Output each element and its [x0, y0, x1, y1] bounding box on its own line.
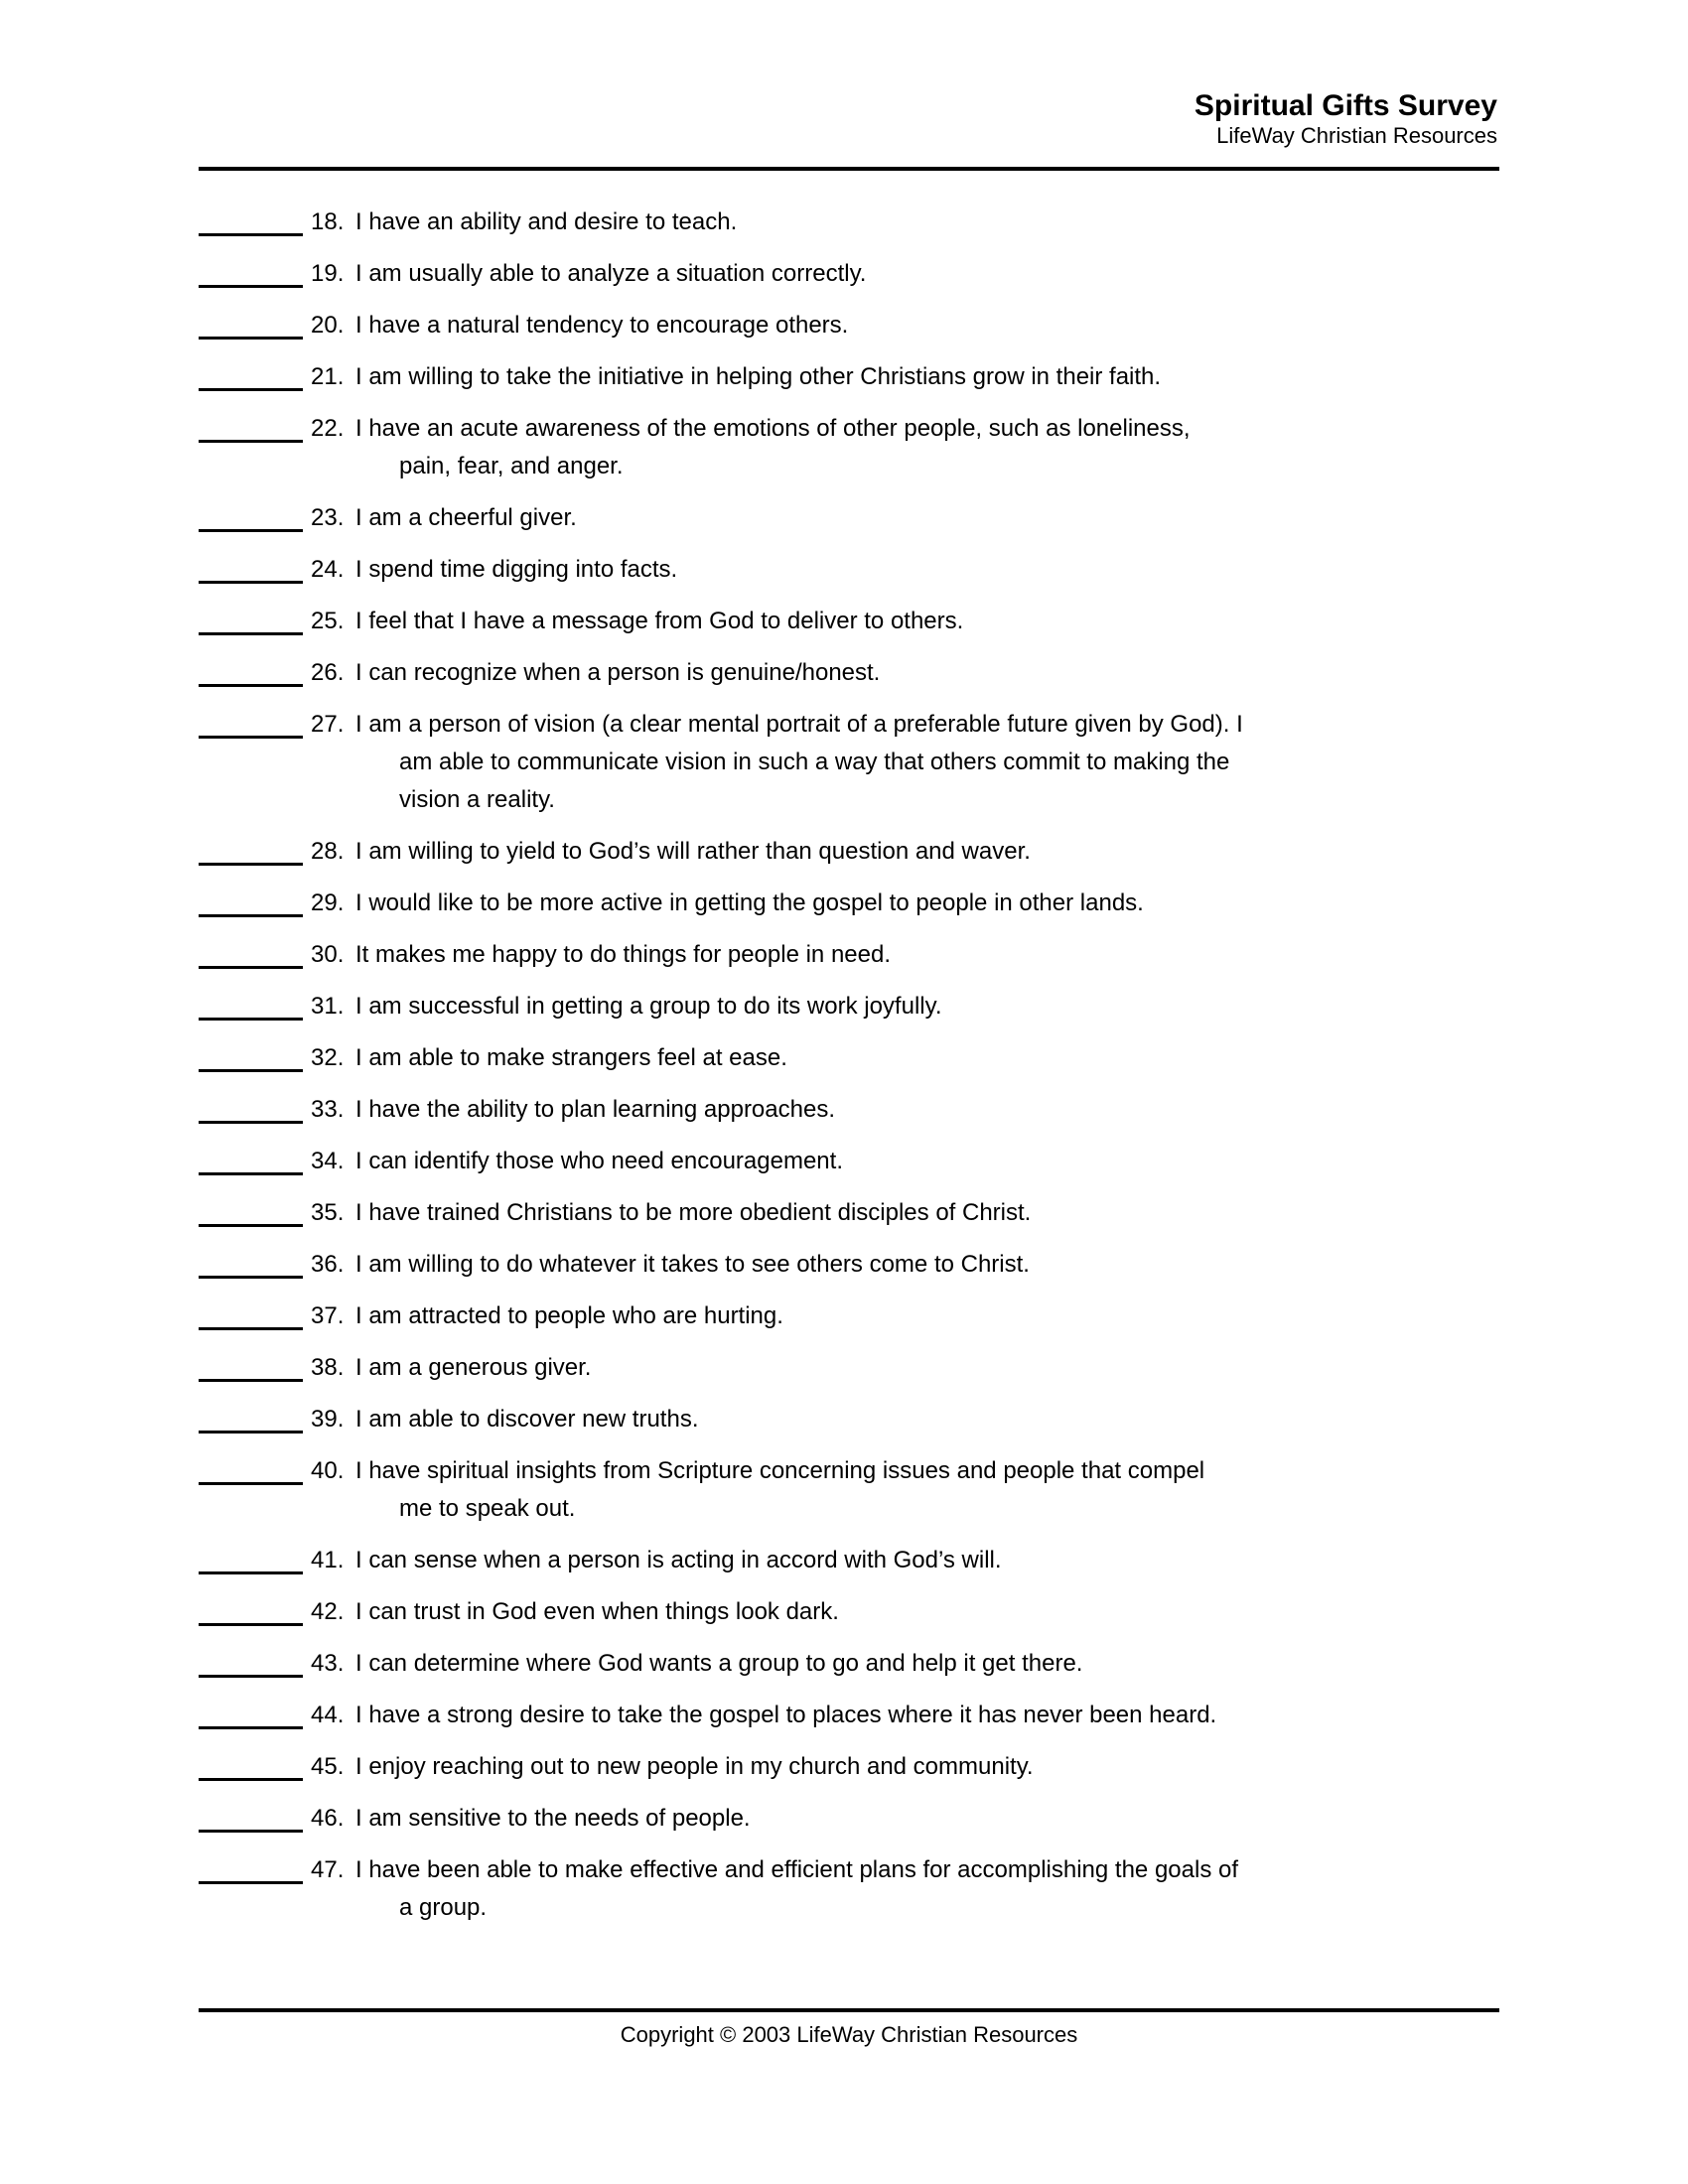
- answer-blank[interactable]: [199, 1593, 303, 1626]
- survey-item: [199, 1349, 1599, 1387]
- answer-blank[interactable]: [199, 1645, 303, 1678]
- item-body: [311, 1593, 839, 1631]
- item-number: 35.: [311, 1199, 345, 1226]
- item-body: [311, 654, 880, 692]
- item-text: I am sensitive to the needs of people.: [355, 1805, 751, 1832]
- item-line: [311, 1645, 1082, 1683]
- item-text: I am usually able to analyze a situation correctly.: [355, 260, 867, 287]
- answer-blank[interactable]: [199, 204, 303, 236]
- item-body: [311, 1194, 1031, 1232]
- item-line: [311, 654, 880, 692]
- item-line: [311, 1143, 843, 1180]
- survey-item: [199, 1297, 1599, 1335]
- item-number: 45.: [311, 1753, 345, 1780]
- answer-blank[interactable]: [199, 1851, 303, 1884]
- answer-blank[interactable]: [199, 255, 303, 288]
- item-text: I feel that I have a message from God to deliver to others.: [355, 608, 964, 634]
- item-line: [311, 936, 891, 974]
- item-body: [311, 1800, 751, 1838]
- answer-blank[interactable]: [199, 1297, 303, 1330]
- item-number: 41.: [311, 1547, 345, 1573]
- survey-item: [199, 1697, 1599, 1734]
- item-line: [311, 307, 848, 344]
- answer-blank[interactable]: [199, 1542, 303, 1574]
- item-text: I am able to make strangers feel at ease.: [355, 1044, 787, 1071]
- item-number: 29.: [311, 889, 345, 916]
- item-line: [311, 1851, 1238, 1889]
- item-number: 24.: [311, 556, 345, 583]
- answer-blank[interactable]: [199, 1748, 303, 1781]
- item-number: 33.: [311, 1096, 345, 1123]
- item-body: [311, 1349, 591, 1387]
- document-subtitle: LifeWay Christian Resources: [1216, 123, 1497, 148]
- item-line: [311, 1401, 699, 1438]
- item-number: 22.: [311, 415, 345, 442]
- item-body: [311, 358, 1161, 396]
- item-body: [311, 988, 942, 1025]
- survey-item: [199, 833, 1599, 871]
- item-text: It makes me happy to do things for people in need.: [355, 941, 892, 968]
- survey-item: [199, 1452, 1599, 1528]
- item-line: [311, 358, 1161, 396]
- survey-item: [199, 1748, 1599, 1786]
- item-number: 32.: [311, 1044, 345, 1071]
- item-line: [311, 1593, 839, 1631]
- answer-blank[interactable]: [199, 833, 303, 866]
- item-line: [311, 706, 1243, 744]
- survey-item: [199, 1401, 1599, 1438]
- item-number: 27.: [311, 711, 345, 738]
- item-text-continuation: a group.: [399, 1894, 488, 1921]
- item-text: I have been able to make effective and efficient plans for accomplishing the goals of: [355, 1856, 1239, 1883]
- item-body: [311, 1143, 843, 1180]
- survey-item: [199, 1593, 1599, 1631]
- item-text-continuation: vision a reality.: [399, 786, 555, 813]
- item-body: [311, 499, 577, 537]
- footer-rule: [199, 2008, 1499, 2012]
- survey-item: [199, 358, 1599, 396]
- item-number: 30.: [311, 941, 345, 968]
- item-text-continuation: pain, fear, and anger.: [399, 453, 624, 479]
- item-body: [311, 706, 1243, 819]
- item-number: 44.: [311, 1702, 345, 1728]
- survey-item: [199, 1246, 1599, 1284]
- item-line: [311, 1039, 787, 1077]
- item-number: 20.: [311, 312, 345, 339]
- item-body: [311, 1091, 835, 1129]
- item-text: I have a strong desire to take the gospel to places where it has never been heard.: [355, 1702, 1217, 1728]
- item-body: [311, 1748, 1034, 1786]
- answer-blank[interactable]: [199, 1697, 303, 1729]
- item-body: [311, 1645, 1082, 1683]
- answer-blank[interactable]: [199, 410, 303, 443]
- item-line: [311, 1748, 1034, 1786]
- item-body: [311, 1246, 1030, 1284]
- item-text: I am a cheerful giver.: [355, 504, 577, 531]
- item-body: [311, 204, 737, 241]
- item-number: 40.: [311, 1457, 345, 1484]
- item-line: [311, 1349, 591, 1387]
- item-line: [311, 1452, 1204, 1490]
- item-number: 23.: [311, 504, 345, 531]
- answer-blank[interactable]: [199, 654, 303, 687]
- item-body: [311, 1039, 787, 1077]
- survey-item: [199, 1851, 1599, 1927]
- item-number: 31.: [311, 993, 345, 1020]
- item-line: [311, 1800, 751, 1838]
- survey-item: [199, 499, 1599, 537]
- item-line: [311, 1697, 1216, 1734]
- item-text: I have an acute awareness of the emotions of other people, such as loneliness,: [355, 415, 1191, 442]
- item-number: 37.: [311, 1302, 345, 1329]
- item-number: 46.: [311, 1805, 345, 1832]
- survey-item: [199, 706, 1599, 819]
- item-text: I am willing to yield to God’s will rather than question and waver.: [355, 838, 1031, 865]
- item-text-continuation: me to speak out.: [399, 1495, 576, 1522]
- item-text: I enjoy reaching out to new people in my church and community.: [355, 1753, 1034, 1780]
- survey-item: [199, 551, 1599, 589]
- survey-item: [199, 1542, 1599, 1579]
- item-text: I have the ability to plan learning approaches.: [355, 1096, 835, 1123]
- item-text: I am a generous giver.: [355, 1354, 592, 1381]
- answer-blank[interactable]: [199, 885, 303, 917]
- item-line: [311, 204, 737, 241]
- item-number: 34.: [311, 1148, 345, 1174]
- survey-item: [199, 1645, 1599, 1683]
- survey-item: [199, 1039, 1599, 1077]
- item-line: [311, 833, 1031, 871]
- item-text: I can sense when a person is acting in accord with God’s will.: [355, 1547, 1002, 1573]
- survey-item: [199, 1091, 1599, 1129]
- item-number: 28.: [311, 838, 345, 865]
- survey-item: [199, 1800, 1599, 1838]
- item-body: [311, 410, 1191, 485]
- answer-blank[interactable]: [199, 936, 303, 969]
- survey-item: [199, 936, 1599, 974]
- item-body: [311, 255, 866, 293]
- survey-item: [199, 1143, 1599, 1180]
- document-title: Spiritual Gifts Survey: [1194, 89, 1497, 122]
- survey-item: [199, 307, 1599, 344]
- item-line: [311, 1246, 1030, 1284]
- survey-item: [199, 988, 1599, 1025]
- item-body: [311, 833, 1031, 871]
- answer-blank[interactable]: [199, 1039, 303, 1072]
- item-text: I have a natural tendency to encourage others.: [355, 312, 849, 339]
- item-text: I can identify those who need encouragement.: [355, 1148, 843, 1174]
- survey-list: [199, 204, 1599, 1941]
- item-text: I am attracted to people who are hurting.: [355, 1302, 783, 1329]
- item-line: [311, 1542, 1002, 1579]
- item-body: [311, 1851, 1238, 1927]
- answer-blank[interactable]: [199, 1401, 303, 1433]
- item-number: 21.: [311, 363, 345, 390]
- item-text: I can determine where God wants a group to go and help it get there.: [355, 1650, 1083, 1677]
- survey-item: [199, 885, 1599, 922]
- survey-item: [199, 204, 1599, 241]
- copyright-notice: Copyright © 2003 LifeWay Christian Resources: [620, 2022, 1078, 2047]
- answer-blank[interactable]: [199, 988, 303, 1021]
- item-number: 25.: [311, 608, 345, 634]
- item-line: [311, 885, 1144, 922]
- item-body: [311, 1297, 783, 1335]
- survey-item: [199, 410, 1599, 485]
- item-line: [311, 410, 1191, 448]
- item-body: [311, 1452, 1204, 1528]
- item-body: [311, 307, 848, 344]
- item-number: 26.: [311, 659, 345, 686]
- answer-blank[interactable]: [199, 1194, 303, 1227]
- item-line: [311, 499, 577, 537]
- survey-item: [199, 603, 1599, 640]
- answer-blank[interactable]: [199, 1349, 303, 1382]
- survey-item: [199, 654, 1599, 692]
- item-text: I am successful in getting a group to do its work joyfully.: [355, 993, 942, 1020]
- item-line: [311, 988, 942, 1025]
- item-number: 42.: [311, 1598, 345, 1625]
- item-line: [311, 551, 677, 589]
- item-number: 19.: [311, 260, 345, 287]
- answer-blank[interactable]: [199, 1246, 303, 1279]
- survey-item: [199, 255, 1599, 293]
- answer-blank[interactable]: [199, 706, 303, 739]
- item-body: [311, 1401, 699, 1438]
- item-line: [311, 255, 866, 293]
- item-body: [311, 936, 891, 974]
- answer-blank[interactable]: [199, 551, 303, 584]
- item-number: 43.: [311, 1650, 345, 1677]
- page-header: [1195, 89, 1497, 149]
- answer-blank[interactable]: [199, 603, 303, 635]
- answer-blank[interactable]: [199, 1800, 303, 1833]
- item-text: I can recognize when a person is genuine/honest.: [355, 659, 881, 686]
- answer-blank[interactable]: [199, 1143, 303, 1175]
- survey-item: [199, 1194, 1599, 1232]
- item-body: [311, 1542, 1002, 1579]
- item-line: [311, 603, 963, 640]
- item-line: [311, 1091, 835, 1129]
- item-number: 38.: [311, 1354, 345, 1381]
- answer-blank[interactable]: [199, 358, 303, 391]
- item-body: [311, 603, 963, 640]
- item-text: I am a person of vision (a clear mental portrait of a preferable future given by God). I: [355, 711, 1243, 738]
- item-body: [311, 551, 677, 589]
- item-body: [311, 885, 1144, 922]
- answer-blank[interactable]: [199, 1452, 303, 1485]
- item-line: [311, 1297, 783, 1335]
- item-text: I am able to discover new truths.: [355, 1406, 699, 1433]
- item-text: I spend time digging into facts.: [355, 556, 678, 583]
- item-line: [311, 1194, 1031, 1232]
- item-text: I have an ability and desire to teach.: [355, 208, 738, 235]
- answer-blank[interactable]: [199, 1091, 303, 1124]
- item-text: I am willing to take the initiative in helping other Christians grow in their faith.: [355, 363, 1162, 390]
- item-text: I am willing to do whatever it takes to see others come to Christ.: [355, 1251, 1030, 1278]
- item-text-continuation: am able to communicate vision in such a way that others commit to making the: [399, 749, 1230, 775]
- item-text: I have spiritual insights from Scripture concerning issues and people that compel: [355, 1457, 1205, 1484]
- item-text: I can trust in God even when things look dark.: [355, 1598, 839, 1625]
- item-number: 39.: [311, 1406, 345, 1433]
- item-number: 47.: [311, 1856, 345, 1883]
- item-number: 18.: [311, 208, 345, 235]
- answer-blank[interactable]: [199, 307, 303, 340]
- item-text: I would like to be more active in getting the gospel to people in other lands.: [355, 889, 1144, 916]
- item-body: [311, 1697, 1216, 1734]
- header-rule: [199, 167, 1499, 171]
- item-number: 36.: [311, 1251, 345, 1278]
- answer-blank[interactable]: [199, 499, 303, 532]
- item-text: I have trained Christians to be more obedient disciples of Christ.: [355, 1199, 1032, 1226]
